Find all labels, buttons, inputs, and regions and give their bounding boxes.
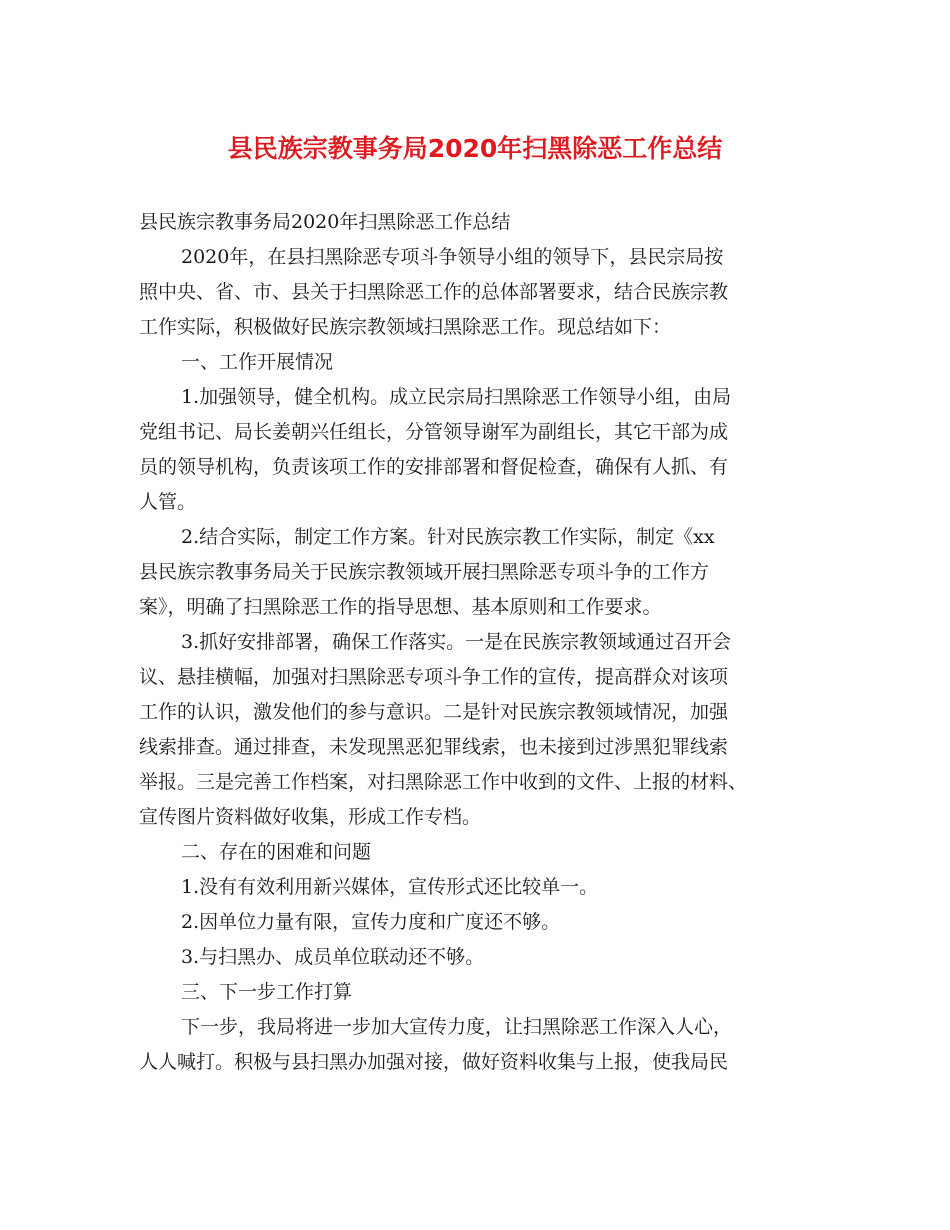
text-line: 线索排查。通过排查，未发现黑恶犯罪线索，也未接到过涉黑犯罪线索 xyxy=(139,736,729,758)
document-body xyxy=(139,205,816,1080)
text-line: 2.结合实际，制定工作方案。针对民族宗教工作实际，制定《xx xyxy=(181,526,715,548)
document-title: 县民族宗教事务局2020年扫黑除恶工作总结 xyxy=(227,134,723,163)
text-line: 照中央、省、市、县关于扫黑除恶工作的总体部署要求，结合民族宗教 xyxy=(139,281,729,303)
text-line: 人人喊打。积极与县扫黑办加强对接，做好资料收集与上报，使我局民 xyxy=(139,1051,729,1073)
text-line: 举报。三是完善工作档案，对扫黑除恶工作中收到的文件、上报的材料、 xyxy=(139,771,748,793)
text-line: 员的领导机构，负责该项工作的安排部署和督促检查，确保有人抓、有 xyxy=(139,456,729,478)
text-line: 党组书记、局长姜朝兴任组长，分管领导谢军为副组长，其它干部为成 xyxy=(139,421,729,443)
text-line: 议、悬挂横幅，加强对扫黑除恶专项斗争工作的宣传，提高群众对该项 xyxy=(139,666,729,688)
text-line: 人管。 xyxy=(139,491,197,513)
text-line: 3.抓好安排部署，确保工作落实。一是在民族宗教领域通过召开会 xyxy=(181,631,732,653)
text-line: 县民族宗教事务局2020年扫黑除恶工作总结 xyxy=(139,211,511,233)
text-line: 三、下一步工作打算 xyxy=(181,981,353,1003)
text-line: 1.没有有效利用新兴媒体，宣传形式还比较单一。 xyxy=(181,876,599,898)
text-line: 1.加强领导，健全机构。成立民宗局扫黑除恶工作领导小组，由局 xyxy=(181,386,732,408)
text-line: 工作的认识，激发他们的参与意识。二是针对民族宗教领域情况，加强 xyxy=(139,701,729,723)
text-line: 3.与扫黑办、成员单位联动还不够。 xyxy=(181,946,485,968)
text-line: 2020年，在县扫黑除恶专项斗争领导小组的领导下，县民宗局按 xyxy=(181,246,724,268)
text-line: 一、工作开展情况 xyxy=(181,351,334,373)
text-line: 工作实际，积极做好民族宗教领域扫黑除恶工作。现总结如下： xyxy=(139,316,672,338)
text-line: 二、存在的困难和问题 xyxy=(181,841,372,863)
text-line: 宣传图片资料做好收集，形成工作专档。 xyxy=(139,806,482,828)
text-line: 下一步，我局将进一步加大宣传力度，让扫黑除恶工作深入人心， xyxy=(181,1016,733,1038)
text-line: 案》，明确了扫黑除恶工作的指导思想、基本原则和工作要求。 xyxy=(139,596,662,618)
text-line: 2.因单位力量有限，宣传力度和广度还不够。 xyxy=(181,911,561,933)
text-line: 县民族宗教事务局关于民族宗教领域开展扫黑除恶专项斗争的工作方 xyxy=(139,561,710,583)
